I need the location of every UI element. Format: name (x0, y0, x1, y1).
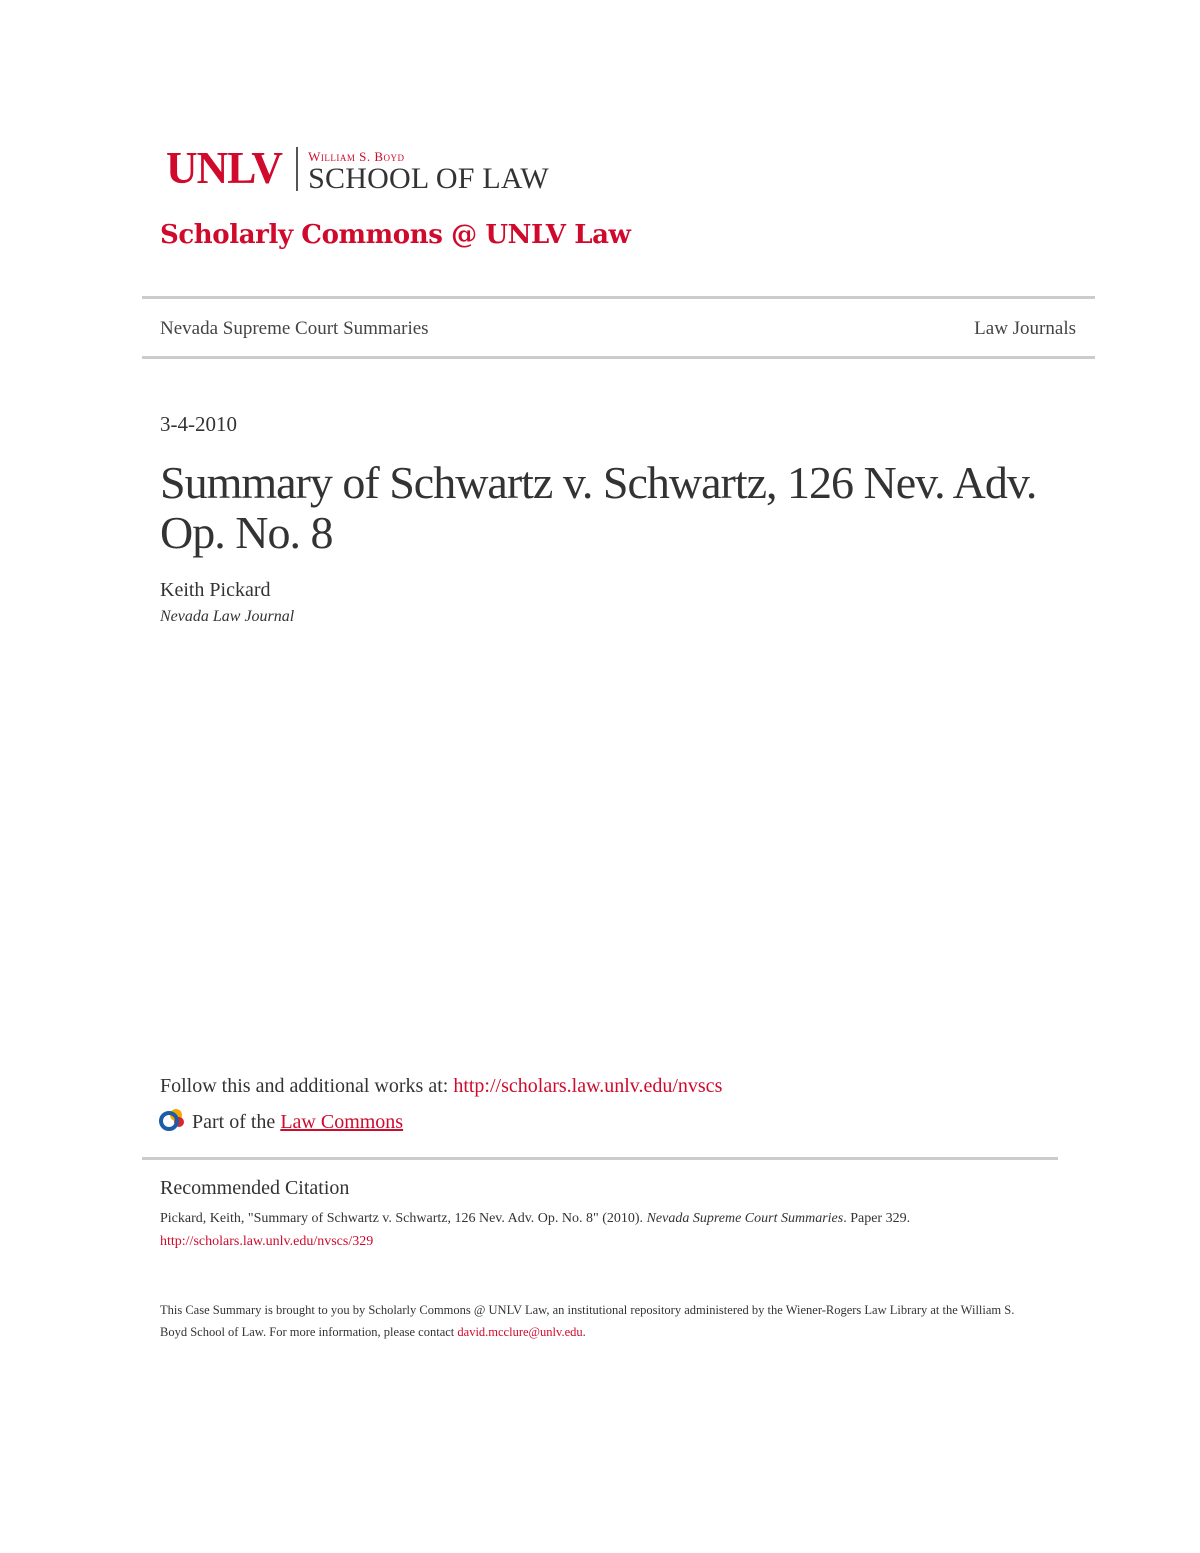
collection-link[interactable]: Nevada Supreme Court Summaries (160, 318, 429, 339)
logo-divider (296, 147, 298, 191)
commons-network-icon (158, 1106, 186, 1139)
author-affiliation: Nevada Law Journal (160, 608, 295, 625)
logo-unlv-wordmark: UNLV (166, 142, 283, 193)
logo-boyd: William S. Boyd (308, 149, 405, 164)
document-title: Summary of Schwartz v. Schwartz, 126 Nev. Adv. Op. No. 8 (160, 457, 1037, 558)
site-title[interactable]: Scholarly Commons @ UNLV Law (160, 220, 631, 250)
citation-series: Nevada Supreme Court Summaries (646, 1211, 844, 1226)
footer-end: . (582, 1325, 586, 1339)
footer-text: This Case Summary is brought to you by Scholarly Commons @ UNLV Law, an institutional repository administered by the Wiener-Rogers Law Library at the William S. Boyd School of Law. For more information, please contact (160, 1303, 1015, 1339)
citation-url-link[interactable]: http://scholars.law.unlv.edu/nvscs/329 (160, 1234, 374, 1249)
part-of-line (158, 1106, 403, 1139)
citation-paper: . Paper 329. (843, 1211, 911, 1226)
nav-divider (142, 356, 1095, 359)
citation-body: Pickard, Keith, "Summary of Schwartz v. Schwartz, 126 Nev. Adv. Op. No. 8" (2010). (160, 1211, 647, 1226)
part-prefix: Part of the (192, 1111, 281, 1133)
author-name: Keith Pickard (160, 579, 271, 601)
logo-school-of-law: SCHOOL OF LAW (308, 162, 549, 195)
citation-text (160, 1207, 1060, 1253)
citation-divider (142, 1157, 1058, 1160)
recommended-citation-heading: Recommended Citation (160, 1177, 350, 1199)
follow-prefix: Follow this and additional works at: (160, 1075, 454, 1097)
collection-url-link[interactable]: http://scholars.law.unlv.edu/nvscs (453, 1075, 723, 1097)
contact-email-link[interactable]: david.mcclure@unlv.edu (457, 1325, 583, 1339)
law-commons-link[interactable]: Law Commons (280, 1111, 404, 1133)
top-divider (142, 296, 1095, 299)
follow-line (160, 1075, 722, 1098)
publication-date: 3-4-2010 (160, 412, 237, 436)
law-journals-link[interactable]: Law Journals (974, 318, 1076, 339)
logo-text-block (308, 145, 549, 193)
repository-footer (160, 1299, 1040, 1343)
part-of-text (192, 1111, 403, 1134)
unlv-law-logo (166, 142, 549, 195)
